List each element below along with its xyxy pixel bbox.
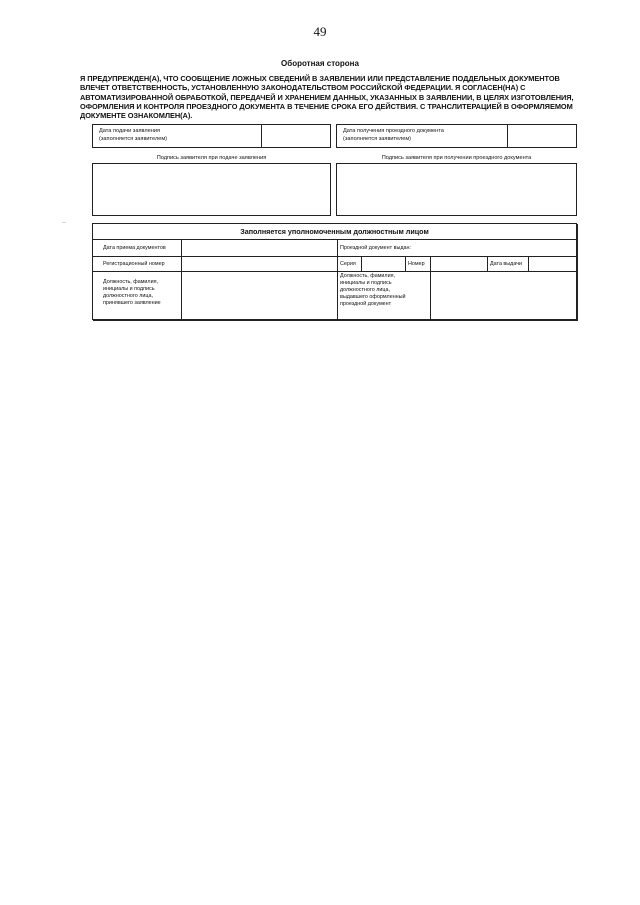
margin-mark: — xyxy=(62,219,66,224)
receiver-official-line-4: принявшего заявление xyxy=(103,300,161,306)
submission-date-field[interactable] xyxy=(261,125,330,147)
registration-number-field[interactable] xyxy=(182,257,336,271)
number-label: Номер xyxy=(408,261,425,267)
submission-date-label: Дата подачи заявления xyxy=(99,128,160,134)
acceptance-date-field[interactable] xyxy=(182,241,336,256)
document-issued-label: Проездной документ выдан: xyxy=(340,245,411,251)
receiver-official-field[interactable] xyxy=(182,272,336,319)
page-number: 49 xyxy=(313,24,327,39)
receipt-date-note: (заполняется заявителем) xyxy=(343,136,412,142)
receiver-official-line-1: Должность, фамилия, xyxy=(103,279,159,285)
receipt-date-field[interactable] xyxy=(507,125,576,147)
receiver-official-line-3: должностного лица, xyxy=(103,293,153,299)
official-header: Заполняется уполномоченным должностным лицом xyxy=(93,224,576,240)
signature-submit-caption: Подпись заявителя при подаче заявления xyxy=(156,155,267,161)
divider xyxy=(405,256,406,271)
signature-receive-box[interactable] xyxy=(336,163,577,216)
issuer-official-line-2: инициалы и подпись xyxy=(340,280,392,286)
issuer-official-line-4: выдавшего оформленный xyxy=(340,294,406,300)
receipt-date-label: Дата получения проездного документа xyxy=(343,128,444,134)
series-field[interactable] xyxy=(362,257,405,271)
receiver-official-line-2: инициалы и подпись xyxy=(103,286,155,292)
divider xyxy=(487,256,488,271)
warning-statement: Я ПРЕДУПРЕЖДЕН(А), ЧТО СООБЩЕНИЕ ЛОЖНЫХ СВЕДЕНИЙ В ЗАЯВЛЕНИИ ИЛИ ПРЕДСТАВЛЕНИЕ ПОДДЕЛЬНЫХ ДОКУМЕНТОВ ВЛЕЧЕТ ОТВЕТСТВЕННОСТЬ, УСТАНОВЛЕННУЮ ЗАКОНОДАТЕЛЬСТВОМ РОССИЙСКОЙ ФЕДЕРАЦИИ. Я СОГЛАСЕН(НА) С АВТОМАТИЗИРОВАННОЙ ОБРАБОТКОЙ, ПЕРЕДАЧЕЙ И ХРАНЕНИЕМ ДАННЫХ, УКАЗАННЫХ В ЗАЯВЛЕНИИ, В ЦЕЛЯХ ИЗГОТОВЛЕНИЯ, ОФОРМЛЕНИЯ И КОНТРОЛЯ ПРОЕЗДНОГО ДОКУМЕНТА В ТЕЧЕНИЕ СРОКА ЕГО ДЕЙСТВИЯ. С ТРАНСЛИТЕРАЦИЕЙ В ОФОРМЛЯЕМОМ ДОКУМЕНТЕ ОЗНАКОМЛЕН(А). xyxy=(80,74,574,121)
issuer-official-field[interactable] xyxy=(431,272,576,319)
issuer-official-line-3: должностного лица, xyxy=(340,287,390,293)
issuer-official-line-1: Должность, фамилия, xyxy=(340,273,396,279)
signature-submit-box[interactable] xyxy=(92,163,331,216)
issuer-official-line-5: проездной документ xyxy=(340,301,392,307)
signature-receive-caption: Подпись заявителя при получении проездного документа xyxy=(381,155,532,161)
acceptance-date-label: Дата приема документов xyxy=(103,245,166,251)
number-field[interactable] xyxy=(431,257,486,271)
side-title: Оборотная сторона xyxy=(281,59,359,68)
series-label: Серия xyxy=(340,261,356,267)
official-section xyxy=(92,223,577,320)
registration-number-label: Регистрационный номер xyxy=(103,261,165,267)
submission-date-note: (заполняется заявителем) xyxy=(99,136,168,142)
issue-date-field[interactable] xyxy=(529,257,576,271)
receiver-official-label xyxy=(103,279,161,307)
issue-date-label: Дата выдачи xyxy=(490,261,523,267)
issuer-official-label xyxy=(340,273,406,308)
divider xyxy=(337,240,338,320)
